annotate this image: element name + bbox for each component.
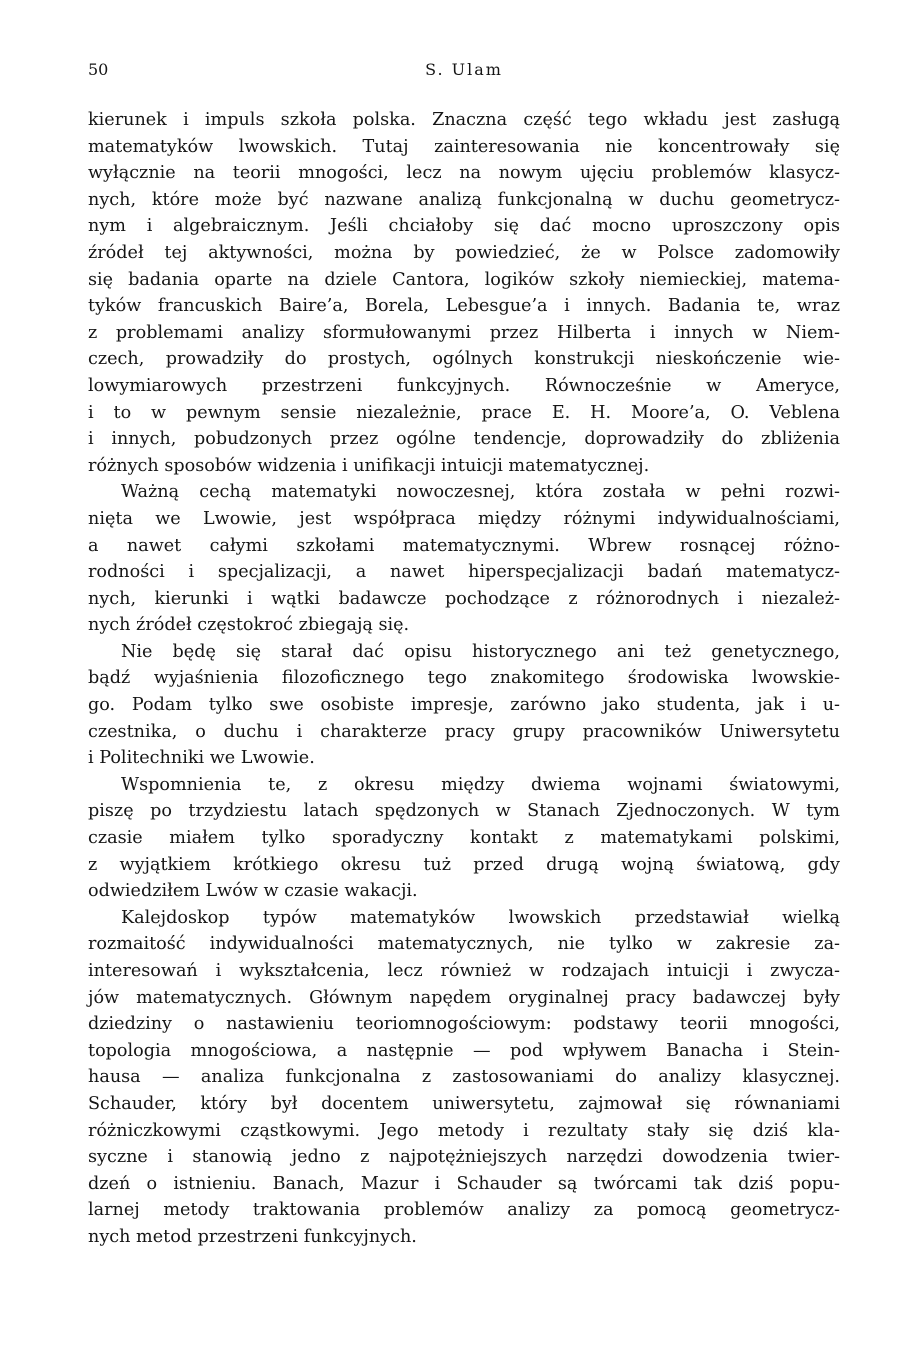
- text-line: Ważną cechą matematyki nowoczesnej, która została w pełni rozwi-: [121, 482, 840, 503]
- text-line: rozmaitość indywidualności matematycznych, nie tylko w zakresie za-: [88, 934, 840, 955]
- text-line: nięta we Lwowie, jest współpraca między różnymi indywidualnościami,: [88, 508, 840, 529]
- text-line: nym i algebraicznym. Jeśli chciałoby się dać mocno uproszczony opis: [88, 216, 840, 237]
- text-line: nych, kierunki i wątki badawcze pochodzące z różnorodnych i niezależ-: [88, 588, 840, 609]
- text-line: czech, prowadziły do prostych, ogólnych konstrukcji nieskończenie wie-: [88, 349, 840, 370]
- text-line: rodności i specjalizacji, a nawet hiperspecjalizacji badań matematycz-: [88, 562, 840, 583]
- text-line: kierunek i impuls szkoła polska. Znaczna część tego wkładu jest zasługą: [88, 110, 840, 130]
- page-header: [88, 60, 840, 84]
- text-line: Kalejdoskop typów matematyków lwowskich przedstawiał wielką: [121, 907, 840, 928]
- text-line: wyłącznie na teorii mnogości, lecz na nowym ujęciu problemów klasycz-: [88, 163, 840, 184]
- text-line: czasie miałem tylko sporadyczny kontakt z matematykami polskimi,: [88, 828, 840, 849]
- text-line: z problemami analizy sformułowanymi przez Hilberta i innych w Niem-: [88, 322, 840, 343]
- text-line: nych, które może być nazwane analizą funkcjonalną w duchu geometrycz-: [88, 189, 840, 210]
- text-line: bądź wyjaśnienia filozoficznego tego znakomitego środowiska lwowskie-: [88, 668, 840, 689]
- text-line: tyków francuskich Baire’a, Borela, Lebesgue’a i innych. Badania te, wraz: [88, 296, 840, 317]
- text-line: Schauder, który był docentem uniwersytetu, zajmował się równaniami: [88, 1093, 840, 1114]
- text-line: hausa — analiza funkcjonalna z zastosowaniami do analizy klasycznej.: [88, 1067, 840, 1088]
- text-line: różniczkowymi cząstkowymi. Jego metody i rezultaty stały się dziś kla-: [88, 1120, 840, 1141]
- text-line: z wyjątkiem krótkiego okresu tuż przed drugą wojną światową, gdy: [88, 854, 840, 875]
- text-line: matematyków lwowskich. Tutaj zainteresowania nie koncentrowały się: [88, 136, 840, 157]
- text-line: się badania oparte na dziele Cantora, logików szkoły niemieckiej, matema-: [88, 269, 840, 290]
- text-line: go. Podam tylko swe osobiste impresje, zarówno jako studenta, jak i u-: [88, 695, 840, 716]
- text-line: nych źródeł częstokroć zbiegają się.: [88, 615, 410, 636]
- text-line: odwiedziłem Lwów w czasie wakacji.: [88, 881, 418, 902]
- text-line: a nawet całymi szkołami matematycznymi. Wbrew rosnącej różno-: [88, 535, 840, 556]
- body-text: [88, 107, 840, 1251]
- text-line: topologia mnogościowa, a następnie — pod wpływem Banacha i Stein-: [88, 1040, 840, 1061]
- text-line: jów matematycznych. Głównym napędem oryginalnej pracy badawczej były: [88, 987, 840, 1008]
- text-line: czestnika, o duchu i charakterze pracy grupy pracowników Uniwersytetu: [88, 721, 840, 742]
- text-line: i to w pewnym sensie niezależnie, prace E. H. Moore’a, O. Veblena: [88, 402, 840, 423]
- text-line: larnej metody traktowania problemów analizy za pomocą geometrycz-: [88, 1200, 840, 1221]
- text-line: nych metod przestrzeni funkcyjnych.: [88, 1226, 417, 1247]
- text-line: Nie będę się starał dać opisu historycznego ani też genetycznego,: [121, 641, 840, 662]
- text-line: dziedziny o nastawieniu teoriomnogościowym: podstawy teorii mnogości,: [88, 1014, 840, 1035]
- text-line: interesowań i wykształcenia, lecz również w rodzajach intuicji i zwycza-: [88, 961, 840, 981]
- text-line: źródeł tej aktywności, można by powiedzieć, że w Polsce zadomowiły: [88, 242, 840, 263]
- text-line: różnych sposobów widzenia i unifikacji intuicji matematycznej.: [88, 455, 650, 476]
- text-line: i innych, pobudzonych przez ogólne tendencje, doprowadziły do zbliżenia: [88, 429, 840, 450]
- text-line: lowymiarowych przestrzeni funkcyjnych. Równocześnie w Ameryce,: [88, 375, 840, 396]
- text-line: Wspomnienia te, z okresu między dwiema wojnami światowymi,: [121, 774, 840, 795]
- text-line: syczne i stanowią jedno z najpotężniejszych narzędzi dowodzenia twier-: [88, 1147, 840, 1168]
- page-number: 50: [88, 60, 109, 79]
- text-line: piszę po trzydziestu latach spędzonych w Stanach Zjednoczonych. W tym: [88, 801, 840, 822]
- text-line: dzeń o istnieniu. Banach, Mazur i Schauder są twórcami tak dziś popu-: [88, 1173, 840, 1194]
- running-head: S. Ulam: [425, 60, 503, 79]
- text-line: i Politechniki we Lwowie.: [88, 748, 315, 769]
